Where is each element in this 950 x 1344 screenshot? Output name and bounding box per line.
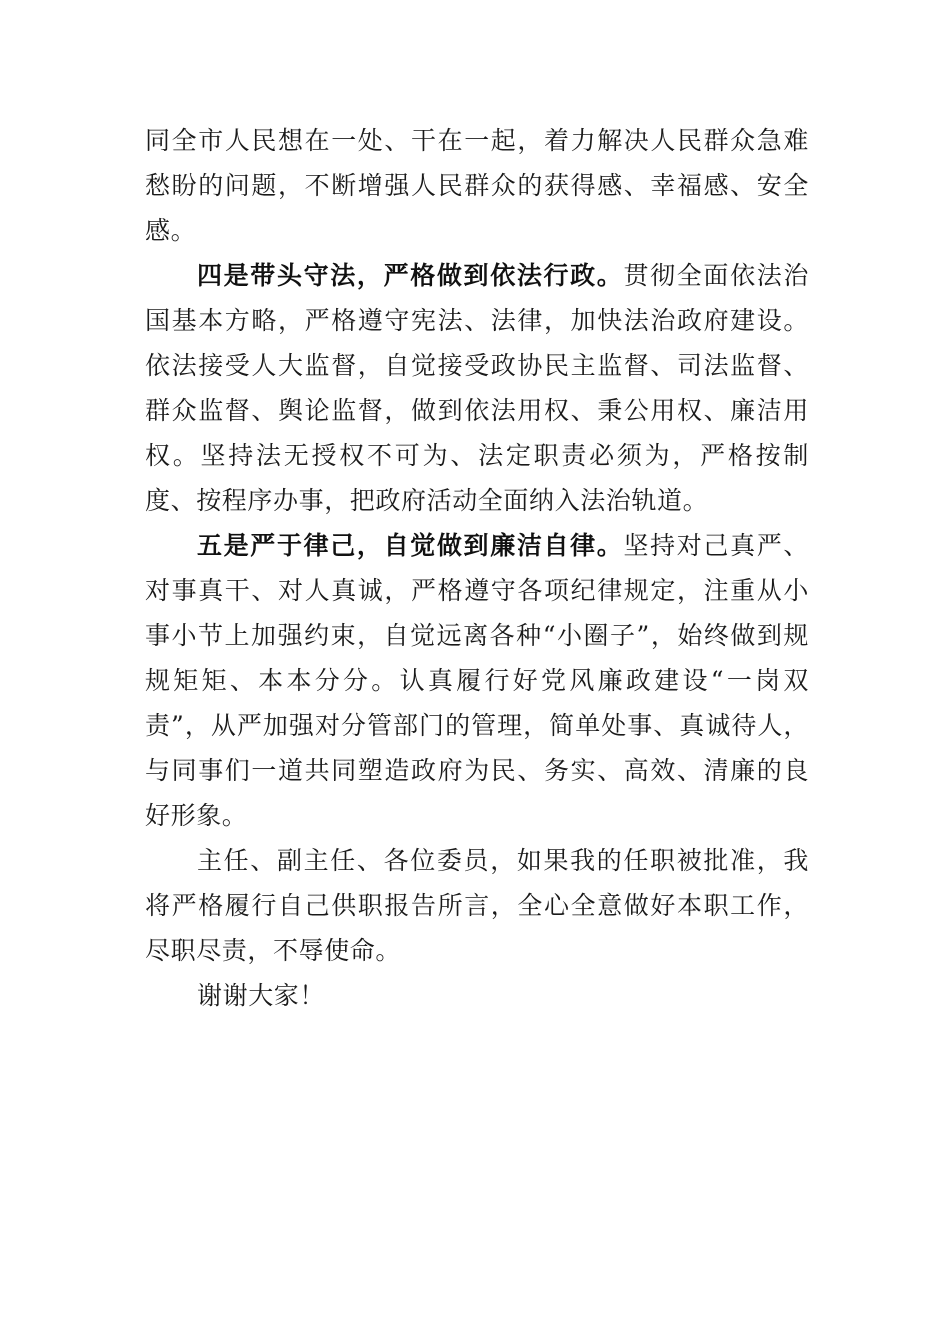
paragraph-text: 谢谢大家！ [197,981,326,1010]
paragraph-thanks [145,973,809,1018]
document-page [145,118,809,1018]
paragraph-text: 同全市人民想在一处、干在一起，着力解决人民群众急难愁盼的问题，不断增强人民群众的获得感、幸福感、安全感。 [145,126,809,245]
paragraph-heading: 四是带头守法，严格做到依法行政。 [197,261,624,290]
paragraph-heading: 五是严于律己，自觉做到廉洁自律。 [197,531,624,560]
paragraph-self-discipline [145,523,809,838]
paragraph-closing-statement [145,838,809,973]
paragraph-text: 贯彻全面依法治国基本方略，严格遵守宪法、法律，加快法治政府建设。依法接受人大监督，自觉接受政协民主监督、司法监督、群众监督、舆论监督，做到依法用权、秉公用权、廉洁用权。坚持法无授权不可为、法定职责必须为，严格按制度、按程序办事，把政府活动全面纳入法治轨道。 [145,261,809,515]
paragraph-continuation [145,118,809,253]
paragraph-text: 坚持对己真严、对事真干、对人真诚，严格遵守各项纪律规定，注重从小事小节上加强约束，自觉远离各种“小圈子”，始终做到规规矩矩、本本分分。认真履行好党风廉政建设“一岗双责”，从严加强对分管部门的管理，简单处事、真诚待人，与同事们一道共同塑造政府为民、务实、高效、清廉的良好形象。 [145,531,809,830]
paragraph-text: 主任、副主任、各位委员，如果我的任职被批准，我将严格履行自己供职报告所言，全心全意做好本职工作，尽职尽责，不辱使命。 [145,846,809,965]
paragraph-rule-of-law [145,253,809,523]
